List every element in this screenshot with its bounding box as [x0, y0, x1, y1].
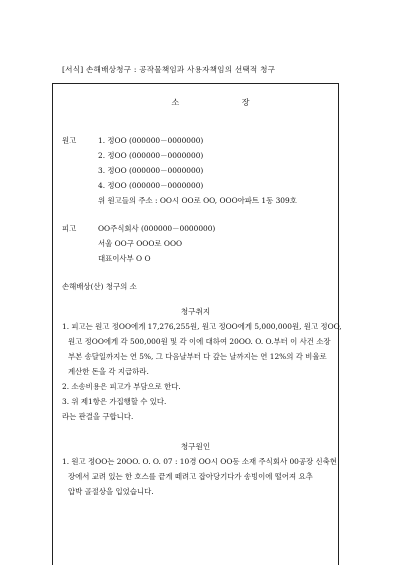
cause-line-1: 1. 원고 정OO는 20OO. O. O. 07 : 10경 OO시 OO동 소재 주식회사 00공장 신축현	[62, 457, 337, 466]
defendant-representative: 대표이사부 O O	[98, 254, 151, 263]
defendant-label: 피고	[62, 224, 77, 233]
cause-heading: 청구원인	[180, 442, 211, 451]
plaintiff-item-3: 3. 정OO (000000－0000000)	[98, 166, 204, 175]
purpose-line-1: 1. 피고는 원고 정OO에게 17,276,255원, 원고 정OO에게 5,000,000원, 원고 정OO,	[62, 322, 342, 331]
document-title: 소 장	[171, 98, 280, 107]
plaintiff-item-2: 2. 정OO (000000－0000000)	[98, 151, 204, 160]
plaintiff-item-1: 1. 정OO (000000－0000000)	[98, 136, 204, 145]
plaintiff-item-4: 4. 정OO (000000－0000000)	[98, 181, 204, 190]
defendant-name: OO주식회사 (000000－0000000)	[98, 224, 216, 233]
plaintiff-label: 원고	[62, 136, 77, 145]
defendant-address: 서울 OO구 OOO로 OOO	[98, 239, 183, 248]
cause-line-2: 장에서 교려 있는 한 호스를 끝게 떼려고 잡아당기다가 송빙이에 떨어져 요추	[68, 472, 313, 481]
plaintiff-address: 위 원고들의 주소 : OO시 OO로 OO, OOO아파트 1동 309호	[98, 196, 297, 205]
purpose-line-5: 2. 소송비용은 피고가 부담으로 한다.	[62, 382, 181, 391]
purpose-line-4: 계산한 돈을 각 지급하라.	[68, 367, 149, 376]
purpose-line-2: 원고 정OO에게 각 500,000원 및 각 이에 대하여 20OO. O. O.부터 이 사건 소장	[68, 337, 331, 346]
purpose-line-3: 부본 송달일까지는 연 5%, 그 다음날부터 다 갚는 날까지는 연 12%의 각 비율로	[68, 352, 327, 361]
case-title: 손해배상(산) 청구의 소	[62, 282, 137, 291]
cause-line-3: 압박 골절상을 입었습니다.	[68, 487, 154, 496]
purpose-heading: 청구취지	[180, 307, 211, 316]
form-header: [서식] 손해배상청구 : 공작물책임과 사용자책임의 선택적 청구	[62, 65, 276, 74]
purpose-line-7: 라는 판결을 구합니다.	[62, 412, 134, 421]
purpose-line-6: 3. 위 제1항은 가집행할 수 있다.	[62, 397, 167, 406]
